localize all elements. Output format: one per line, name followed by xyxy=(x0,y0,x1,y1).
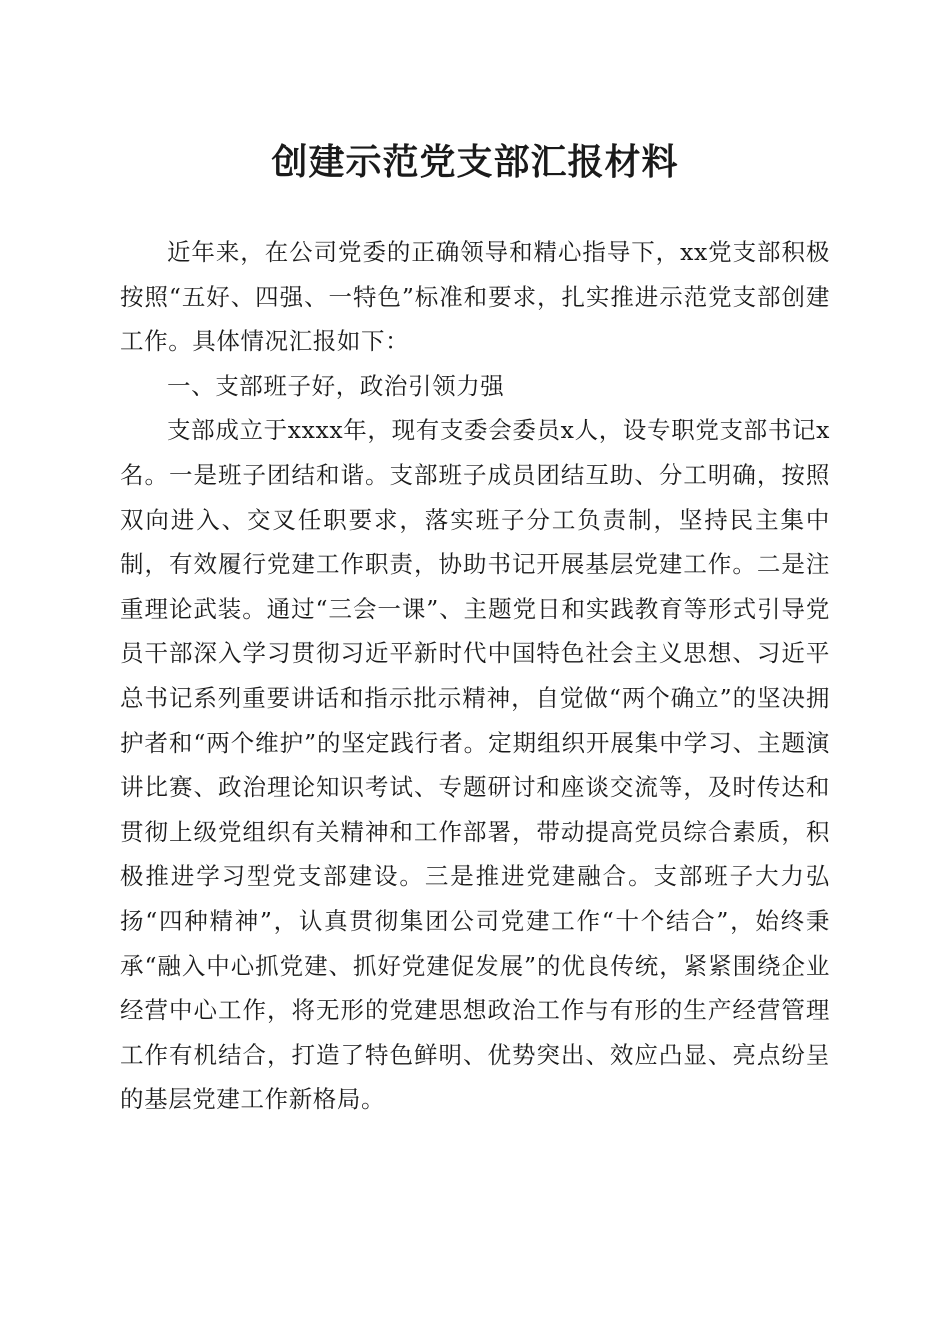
document-title: 创建示范党支部汇报材料 xyxy=(271,141,679,183)
section-paragraph: 支部成立于xxxx年，现有支委会委员x人，设专职党支部书记x名。一是班子团结和谐。支部班子成员团结互助、分工明确，按照双向进入、交叉任职要求，落实班子分工负责制，坚持民主集中制，有效履行党建工作职责，协助书记开展基层党建工作。二是注重理论武装。通过“三会一课”、主题党日和实践教育等形式引导党员干部深入学习贯彻习近平新时代中国特色社会主义思想、习近平总书记系列重要讲话和指示批示精神，自觉做“两个确立”的坚决拥护者和“两个维护”的坚定践行者。定期组织开展集中学习、主题演讲比赛、政治理论知识考试、专题研讨和座谈交流等，及时传达和贯彻上级党组织有关精神和工作部署，带动提高党员综合素质，积极推进学习型党支部建设。三是推进党建融合。支部班子大力弘扬“四种精神”，认真贯彻集团公司党建工作“十个结合”，始终秉承“融入中心抓党建、抓好党建促发展”的优良传统，紧紧围绕企业经营中心工作，将无形的党建思想政治工作与有形的生产经营管理工作有机结合，打造了特色鲜明、优势突出、效应凸显、亮点纷呈的基层党建工作新格局。 xyxy=(120,416,830,1114)
document-body xyxy=(120,230,830,1122)
intro-paragraph: 近年来，在公司党委的正确领导和精心指导下，xx党支部积极按照“五好、四强、一特色”标准和要求，扎实推进示范党支部创建工作。具体情况汇报如下： xyxy=(120,238,830,356)
section-heading: 一、支部班子好，政治引领力强 xyxy=(167,371,505,400)
